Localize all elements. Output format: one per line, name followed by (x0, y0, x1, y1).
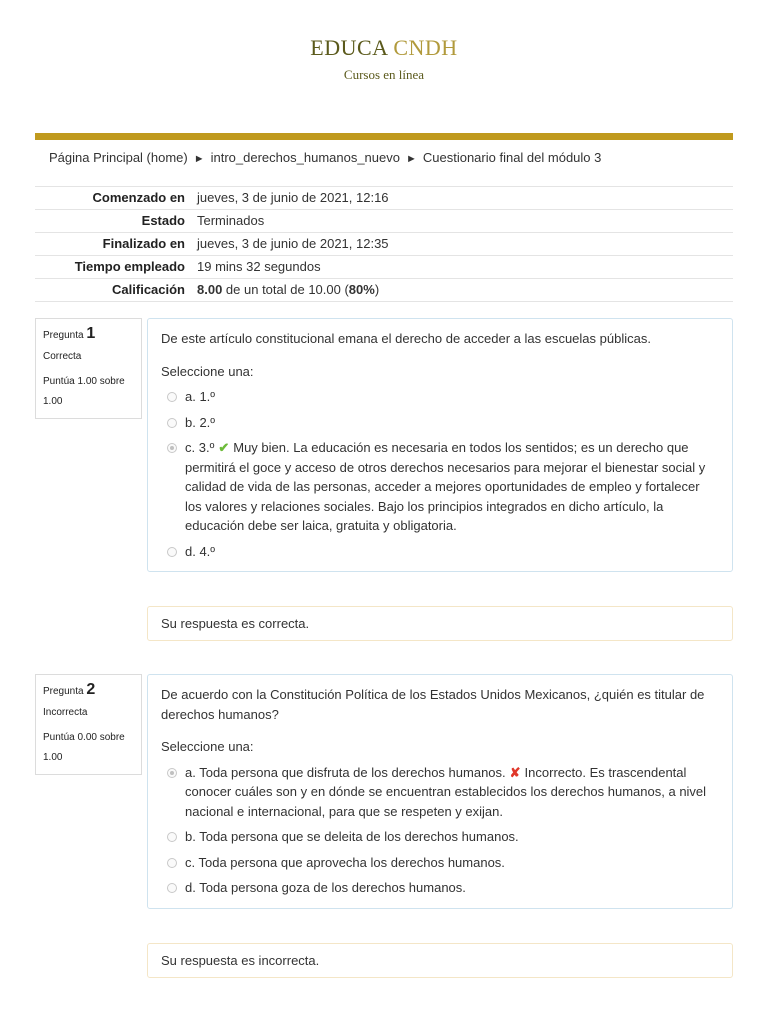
question-content (147, 674, 733, 909)
summary-row (35, 256, 733, 279)
question-grade: Puntúa 0.00 sobre 1.00 (43, 732, 125, 763)
site-logo[interactable] (0, 35, 768, 61)
question-info-panel (35, 318, 142, 419)
check-icon: ✔ (218, 440, 230, 455)
option-label: a. 1.º (185, 389, 216, 404)
site-tagline: Cursos en línea (343, 67, 425, 82)
summary-value: jueves, 3 de junio de 2021, 12:16 (197, 190, 389, 205)
radio-button[interactable] (167, 418, 177, 428)
answer-option[interactable] (161, 878, 719, 898)
summary-value: Terminados (197, 213, 265, 228)
radio-button-selected[interactable] (167, 443, 177, 453)
summary-value: jueves, 3 de junio de 2021, 12:35 (197, 236, 389, 251)
question-status: Incorrecta (43, 707, 88, 718)
option-label: c. 3.º (185, 440, 215, 455)
question-status: Correcta (43, 351, 82, 362)
breadcrumb-course-link[interactable]: intro_derechos_humanos_nuevo (210, 150, 400, 165)
radio-button[interactable] (167, 883, 177, 893)
question-grade: Puntúa 1.00 sobre 1.00 (43, 376, 125, 407)
grade-value (191, 279, 733, 302)
radio-button[interactable] (167, 858, 177, 868)
grade-close: ) (374, 282, 380, 297)
radio-button[interactable] (167, 547, 177, 557)
breadcrumb-separator-icon: ► (193, 153, 205, 165)
summary-label: Tiempo empleado (74, 259, 185, 274)
question-number-value: 1 (86, 325, 96, 342)
attempt-summary-table (35, 186, 733, 302)
question-content (147, 318, 733, 572)
option-label: c. Toda persona que aprovecha los derechos humanos. (185, 854, 505, 870)
option-label: d. Toda persona goza de los derechos humanos. (185, 880, 466, 895)
header-divider (35, 133, 733, 140)
question-label: Pregunta (43, 330, 84, 341)
summary-label: Comenzado en (92, 190, 185, 205)
summary-row-grade (35, 279, 733, 302)
grade-total: de un total de 10.00 ( (222, 282, 349, 297)
option-feedback: Incorrecto. Es trascendental conocer cuáles son y en dónde se encuentran establecidos los derechos humanos, a nivel nacional e internacional, para que se respeten y exijan. (185, 764, 707, 819)
answer-option[interactable] (161, 853, 719, 873)
answer-option-selected[interactable] (161, 438, 719, 536)
grade-label: Calificación (112, 282, 185, 297)
answer-option[interactable] (161, 387, 719, 407)
brand-name-part1: EDUCA (310, 35, 388, 60)
question-number (43, 681, 141, 699)
summary-label: Finalizado en (102, 236, 185, 251)
answer-prompt: Seleccione una: (161, 363, 254, 379)
option-label: b. Toda persona que se deleita de los derechos humanos. (185, 829, 519, 844)
summary-row (35, 210, 733, 233)
option-label: a. Toda persona que disfruta de los derechos humanos. (185, 764, 506, 780)
answer-option-selected[interactable] (161, 763, 719, 822)
option-feedback: Muy bien. La educación es necesaria en todos los sentidos; es un derecho que permitirá el goce y acceso de otros derechos necesarios para mejorar el bienestar social y calidad de vida de las personas, acceder a mejores oportunidades de empleo y fortalecer los valores y relaciones sociales. Bajo los principios integrados en dicho artículo, la educación debe ser laica, gratuita y obligatoria. (185, 440, 706, 533)
breadcrumb (49, 150, 601, 165)
question-number-value: 2 (86, 681, 96, 698)
answer-option[interactable] (161, 413, 719, 433)
cross-icon: ✘ (509, 764, 521, 780)
summary-row (35, 187, 733, 210)
option-label: d. 4.º (185, 543, 216, 559)
breadcrumb-quiz-link[interactable]: Cuestionario final del módulo 3 (422, 150, 602, 165)
question-result-feedback: Su respuesta es incorrecta. (147, 943, 733, 978)
question-number (43, 325, 141, 343)
question-label: Pregunta (43, 686, 84, 697)
answer-option[interactable] (161, 542, 719, 562)
grade-percent: 80% (348, 282, 375, 297)
radio-button[interactable] (167, 832, 177, 842)
brand-name-part2: CNDH (393, 35, 458, 60)
question-text: De este artículo constitucional emana el derecho de acceder a las escuelas públicas. (161, 331, 651, 346)
radio-button-selected[interactable] (167, 768, 177, 778)
answer-prompt: Seleccione una: (161, 739, 254, 754)
radio-button[interactable] (167, 392, 177, 402)
option-label: b. 2.º (185, 414, 216, 430)
answer-option[interactable] (161, 827, 719, 847)
summary-row (35, 233, 733, 256)
summary-value: 19 mins 32 segundos (197, 259, 321, 274)
question-result-feedback: Su respuesta es correcta. (147, 606, 733, 641)
breadcrumb-home-link[interactable]: Página Principal (home) (49, 150, 188, 165)
summary-label: Estado (141, 213, 185, 228)
question-info-panel (35, 674, 142, 775)
breadcrumb-separator-icon: ► (405, 153, 417, 165)
question-text: De acuerdo con la Constitución Política de los Estados Unidos Mexicanos, ¿quién es titular de derechos humanos? (161, 687, 705, 722)
grade-score: 8.00 (197, 282, 223, 297)
